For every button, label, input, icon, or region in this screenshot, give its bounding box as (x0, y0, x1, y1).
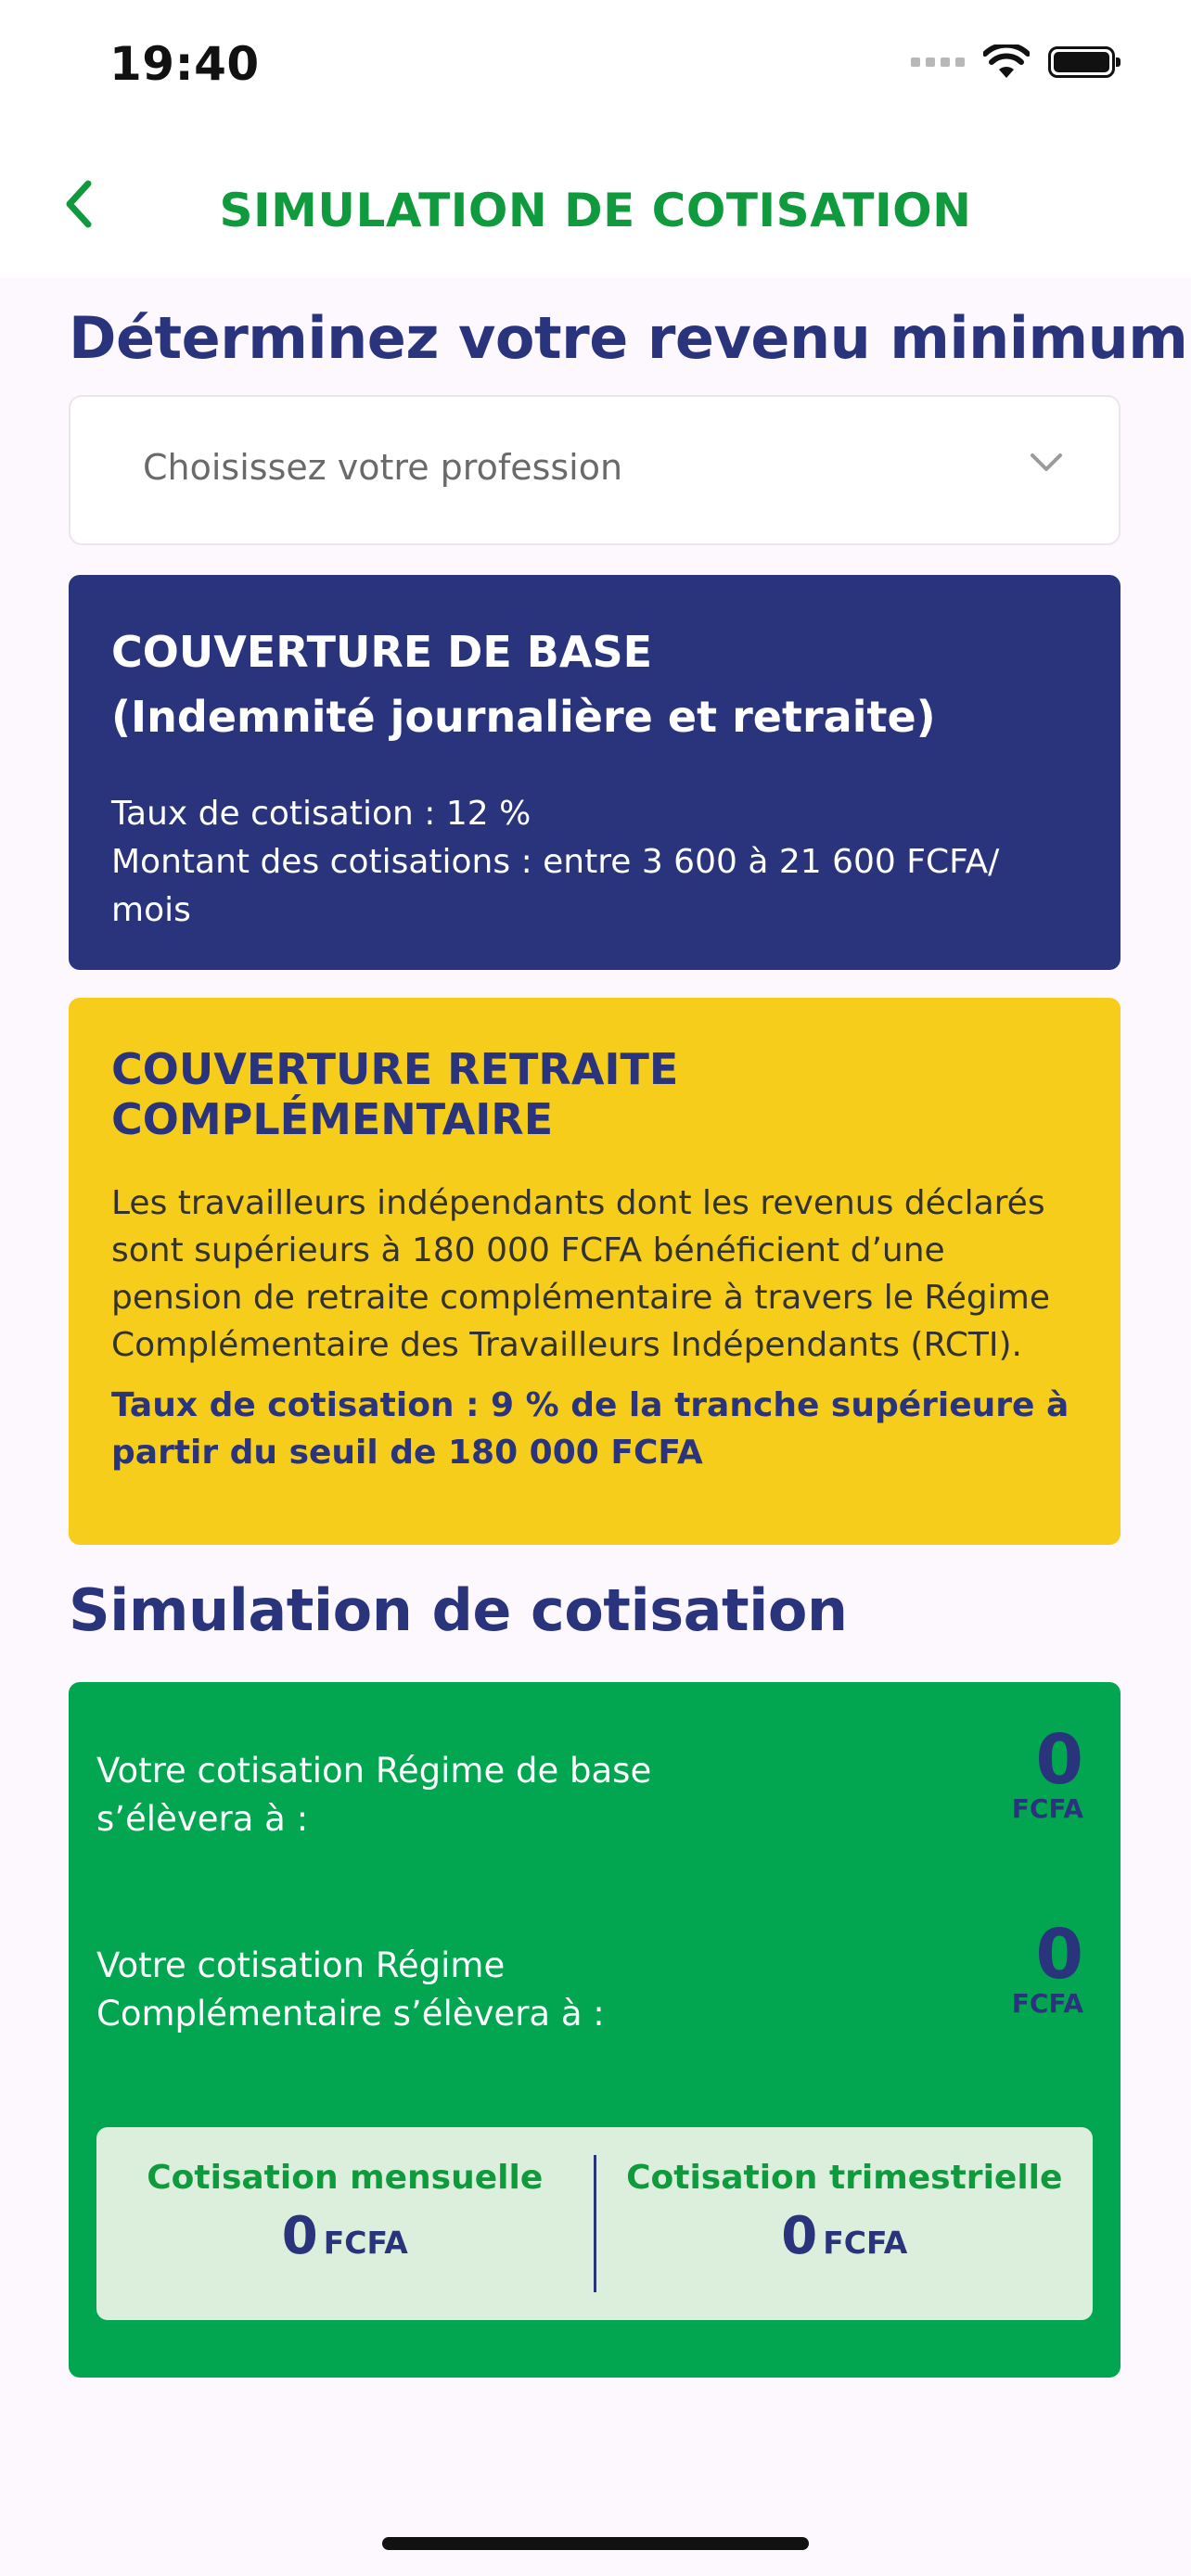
monthly-contribution-label: Cotisation mensuelle (147, 2159, 544, 2197)
base-contribution-amount (1012, 1721, 1083, 1824)
quarterly-contribution-currency: FCFA (823, 2225, 908, 2261)
wifi-icon (983, 45, 1030, 80)
battery-icon (1048, 46, 1115, 78)
base-contribution-currency: FCFA (1011, 1793, 1083, 1824)
monthly-contribution-currency: FCFA (323, 2225, 408, 2261)
monthly-contribution (96, 2127, 594, 2320)
complementary-coverage-title: COUVERTURE RETRAITE COMPLÉMENTAIRE (111, 1044, 679, 1144)
profession-select-placeholder: Choisissez votre profession (143, 447, 623, 488)
monthly-contribution-value: 0 (281, 2206, 318, 2266)
simulation-card (69, 1682, 1121, 2378)
base-coverage-subtitle: (Indemnité journalière et retraite) (111, 692, 936, 742)
status-bar (0, 0, 1191, 139)
complementary-coverage-rate: Taux de cotisation : 9 % de la tranche supérieure à partir du seuil de 180 000 FCFA (111, 1386, 1069, 1472)
quarterly-contribution (596, 2127, 1094, 2320)
base-coverage-card (69, 575, 1121, 970)
complementary-coverage-body: Les travailleurs indépendants dont les revenus déclarés sont supérieurs à 180 000 FCFA bénéficient d’une pension de retraite complémentaire à travers le Régime Complémentaire des Travailleurs Indépendants (RCTI). (111, 1184, 1050, 1364)
status-time: 19:40 (109, 37, 260, 91)
quarterly-contribution-value: 0 (781, 2206, 818, 2266)
complementary-contribution-currency: FCFA (1011, 1988, 1083, 2019)
chevron-down-icon (1028, 451, 1065, 475)
profession-select[interactable] (69, 395, 1121, 545)
complementary-coverage-card (69, 998, 1121, 1545)
income-section-title: Déterminez votre revenu minimum (69, 304, 1188, 372)
nav-bar (0, 139, 1191, 278)
cellular-signal-icon (911, 57, 965, 67)
page-title: SIMULATION DE COTISATION (219, 184, 972, 237)
complementary-contribution-value: 0 (1035, 1915, 1083, 1995)
base-coverage-body: Taux de cotisation : 12 % Montant des cotisations : entre 3 600 à 21 600 FCFA/ mois (111, 795, 1000, 929)
complementary-contribution-label: Votre cotisation Régime Complémentaire s’élèvera à : (96, 1945, 605, 2034)
simulation-section-title: Simulation de cotisation (69, 1576, 848, 1644)
status-icons (911, 45, 1115, 80)
base-contribution-label: Votre cotisation Régime de base s’élèvera à : (96, 1751, 652, 1839)
quarterly-contribution-label: Cotisation trimestrielle (626, 2159, 1063, 2197)
complementary-contribution-amount (1012, 1916, 1083, 2019)
contribution-summary (96, 2127, 1093, 2320)
base-contribution-value: 0 (1035, 1720, 1083, 1800)
home-indicator (382, 2537, 809, 2550)
base-coverage-title: COUVERTURE DE BASE (111, 627, 653, 677)
